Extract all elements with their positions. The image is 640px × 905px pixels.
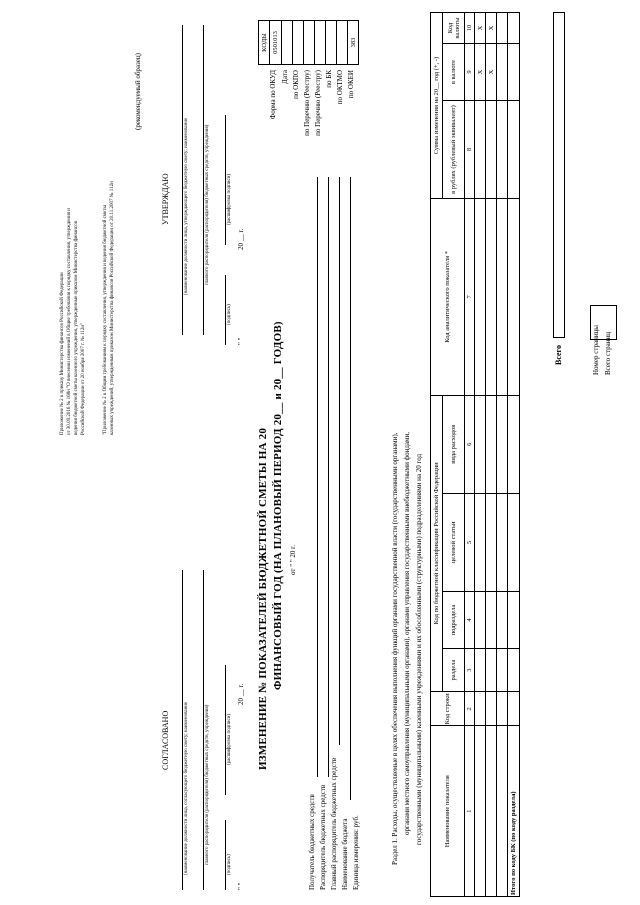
appendix-note-line: Приложение № 2 к приказу Министерства финансов Российской Федерации [60, 272, 65, 435]
table-row [486, 13, 497, 897]
agree-title: СОГЛАСОВАНО [161, 710, 170, 770]
code-okud: 0501013 [270, 21, 282, 65]
appendix-note-line: Российской Федерации от 20 ноября 2007 г. № 112н" [81, 322, 86, 435]
agree-year: 20 __ г. [237, 683, 245, 705]
approve-signature-caption: (подпись) [227, 304, 232, 325]
column-number: 9 [465, 44, 475, 101]
table-row [475, 13, 486, 897]
field-manager-line [328, 177, 329, 777]
header-change-sum: Сумма изменения на 20__ год (+, -) [431, 13, 443, 199]
table-row [497, 13, 508, 897]
agree-signature-line [225, 820, 226, 890]
header-line-code: Код строки [431, 692, 465, 726]
code-label-oktmo: по ОКТМО [336, 70, 344, 105]
code-okei: 383 [348, 21, 359, 65]
field-recipient-line [317, 177, 318, 777]
code-registry [315, 21, 326, 65]
appendix-note-line: казенных учреждений, утвержденным приказом Министерства финансов Российской Федерации от 20.11.2007 № 112н [110, 181, 115, 435]
header-indicator-name: Наименование показателя [431, 726, 465, 897]
footer-total-pages: Всего страниц [604, 331, 612, 375]
approve-manager-caption: главного распорядителя (распорядителя) бюджетных средств, учреждения) [205, 124, 210, 285]
approve-signature-line [225, 275, 226, 345]
code-label-bk: по БК [325, 70, 333, 88]
code-oktmo [337, 21, 348, 65]
code-date [282, 21, 293, 65]
section-title-line2: органами местного самоуправления (муниципальными органами), органами управления государственными внебюджетными фондами, [403, 432, 411, 835]
field-budget-name-line [350, 177, 351, 800]
column-number: 10 [465, 13, 475, 44]
header-currency-code: Код валюты [443, 13, 465, 44]
x-mark: Х [475, 44, 486, 101]
codes-box [258, 20, 359, 65]
x-mark: Х [486, 13, 497, 44]
field-chief-manager: Главный распорядитель бюджетных средств [330, 757, 338, 890]
approve-title: УТВЕРЖДАЮ [161, 173, 170, 225]
appendix-note-line: от 30.09.2016 № 168н "О внесении изменений в Общие требования к порядку составления, утверждения и [67, 208, 72, 435]
code-bk [326, 21, 337, 65]
header-analytic-code: Код аналитического показателя * [431, 199, 465, 395]
header-expense-type: вида расходов [443, 395, 465, 493]
footer-page-box [590, 305, 617, 340]
document-title-line2: ФИНАНСОВЫЙ ГОД (НА ПЛАНОВЫЙ ПЕРИОД 20__ и 20__ ГОДОВ) [272, 321, 284, 690]
code-label-registry: по Перечню (Реестру) [303, 70, 311, 136]
agree-official-caption: (наименование должности лица, согласующего бюджетную смету; наименование [184, 701, 189, 875]
approve-year: 20 __ г. [237, 228, 245, 250]
approve-decoding-line [225, 115, 226, 245]
approve-date: " " [237, 337, 245, 345]
field-unit: Единица измерения: руб. [352, 815, 360, 890]
total-box [553, 12, 565, 338]
field-budget-name: Наименование бюджета [341, 818, 349, 890]
agree-manager-line [203, 570, 204, 890]
header-rubles: в рублях (рублевый эквивалент) [443, 100, 465, 198]
section-title-line3: государственными (муниципальными) казенными учреждениями и их обособленными (структурными) подразделениями на 20 год [415, 453, 423, 845]
column-number: 2 [465, 692, 475, 726]
header-currency: в валюте [443, 44, 465, 101]
document-date-line: от " " 20 г. [289, 544, 297, 575]
approve-decoding-caption: (расшифровка подписи) [227, 173, 232, 225]
code-label-okpo: по ОКПО [292, 70, 300, 99]
column-number: 4 [465, 592, 475, 649]
code-label-okei: по ОКЕИ [347, 70, 355, 99]
agree-manager-caption: главного распорядителя (распорядителя) бюджетных средств, учреждения) [205, 704, 210, 865]
column-number: 8 [465, 100, 475, 198]
code-label-date: Дата [281, 70, 289, 84]
approve-official-caption: (наименование должности лица, утверждающего бюджетную смету; наименование [184, 117, 189, 295]
agree-signature-caption: (подпись) [227, 854, 232, 875]
code-label-okud: Форма по ОКУД [269, 70, 277, 120]
field-chief-manager-line [339, 177, 340, 745]
code-registry [304, 21, 315, 65]
field-manager: Распорядитель бюджетных средств [319, 784, 327, 890]
agree-official-line [182, 570, 183, 890]
column-number: 7 [465, 199, 475, 395]
footer-page-number: Номер страницы [592, 324, 600, 375]
appendix-note-line: "Приложение № 2 к Общим требованиям к порядку составления, утверждения и ведения бюджетной сметы [103, 205, 108, 435]
approve-official-line [182, 25, 183, 335]
codes-header: КОДЫ [259, 21, 270, 65]
document-title-line1: ИЗМЕНЕНИЕ № ПОКАЗАТЕЛЕЙ БЮДЖЕТНОЙ СМЕТЫ НА 20 [257, 427, 269, 770]
x-mark: Х [486, 44, 497, 101]
x-mark: Х [475, 13, 486, 44]
header-bk-code: Код по бюджетной классификации Российской Федерации [431, 395, 443, 692]
header-subsection: подраздела [443, 592, 465, 649]
column-number: 5 [465, 493, 475, 591]
column-number: 3 [465, 648, 475, 691]
total-bk-label: Итого по коду БК (по коду раздела) [508, 726, 520, 897]
approve-manager-line [203, 25, 204, 335]
total-bk-row [508, 13, 520, 897]
agree-date: " " [237, 882, 245, 890]
header-target-article: целевой статьи [443, 493, 465, 591]
code-okpo [293, 21, 304, 65]
section-table [430, 12, 520, 897]
total-label: Всего [554, 345, 563, 365]
agree-decoding-caption: (расшифровка подписи) [227, 713, 232, 765]
section-title-line1: Раздел 1. Расходы, осуществляемые в целях обеспечения выполнения функций органами государственной власти (государственными органами), [391, 432, 399, 865]
column-number: 6 [465, 395, 475, 493]
agree-decoding-line [225, 665, 226, 795]
field-recipient: Получатель бюджетных средств [308, 794, 316, 890]
code-label-registry: по Перечню (Реестру) [314, 70, 322, 136]
column-number: 1 [465, 726, 475, 897]
header-section: раздела [443, 648, 465, 691]
appendix-note-line: ведения бюджетной сметы казенного учреждения, утвержденные приказом Министерства финансов [74, 220, 79, 435]
recommended-sample: (рекомендуемый образец) [134, 53, 142, 130]
